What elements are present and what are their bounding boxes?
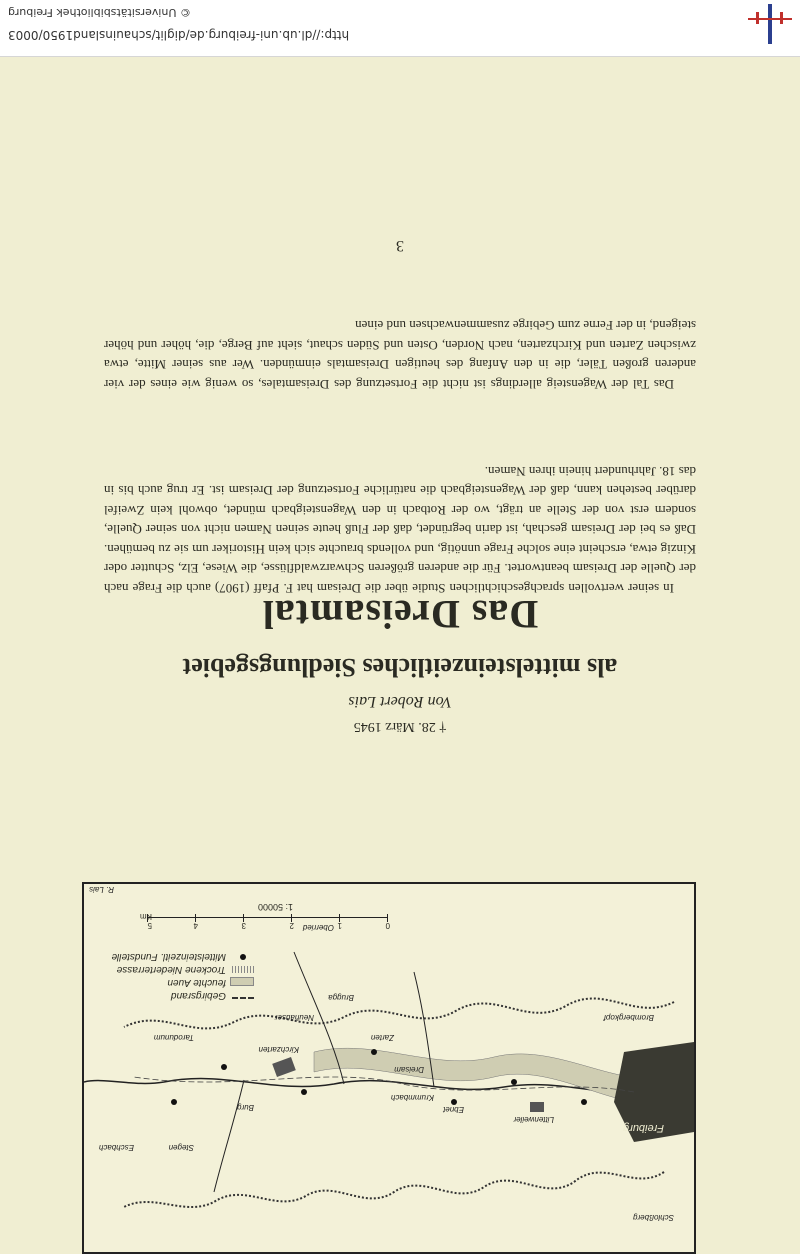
find-site bbox=[371, 1049, 377, 1055]
map-scalebar bbox=[138, 900, 388, 930]
find-site bbox=[581, 1099, 587, 1105]
map-label-neuhaeuser: Neuhäuser bbox=[274, 1013, 314, 1022]
eschbach-stream bbox=[214, 1080, 244, 1192]
library-credit: © Universitätsbibliothek Freiburg bbox=[8, 6, 191, 19]
legend-wet-meadows: feuchte Auen bbox=[167, 977, 226, 988]
map-label-brugga: Brugga bbox=[328, 993, 354, 1002]
legend-dry-terrace: Trockene Niederterrasse bbox=[116, 964, 226, 975]
map-label-schlossberg: Schloßberg bbox=[633, 1213, 674, 1222]
map-label-brombergkopf: Brombergkopf bbox=[603, 1013, 654, 1022]
scale-tick-3: 3 bbox=[241, 921, 246, 930]
map-label-stegen: Stegen bbox=[168, 1143, 194, 1152]
map-legend bbox=[112, 950, 255, 1002]
scale-tick-5: 5 Km bbox=[140, 912, 152, 930]
scale-tick-1: 1 bbox=[337, 921, 342, 930]
paragraph-2: Das Tal der Wagensteig allerdings ist nicht die Fortsetzung des Dreisamtales, so wenig wie eines der vier anderen großen Täler, die in den Anfang des heutigen Dreisamtals einmünden. Wer aus seiner Mitte, etwa zwischen Zarten und Kirchzarten, nach Norden, Osten und Süden schaut, sieht auf Berge, die, höher und höher steigend, in der Ferne zum Gebirge zusammenwachsen und einen bbox=[104, 318, 696, 392]
map-label-eschbach: Eschbach bbox=[98, 1143, 134, 1152]
author-line: Von Robert Lais bbox=[348, 693, 452, 710]
scale-tick-2: 2 bbox=[289, 921, 294, 930]
scale-ratio: 1: 50000 bbox=[257, 902, 293, 912]
map-label-zarten: Zarten bbox=[370, 1033, 394, 1042]
wet-meadows bbox=[314, 1048, 664, 1103]
mountain-edge-south bbox=[124, 998, 674, 1028]
scale-tick-0: 0 bbox=[385, 921, 390, 930]
page-title: Das Dreisamtal bbox=[261, 592, 539, 637]
library-logo bbox=[748, 4, 792, 44]
find-site bbox=[171, 1099, 177, 1105]
map-label-krummbach: Krummbach bbox=[390, 1093, 434, 1102]
source-url[interactable]: http://dl.ub.uni-freiburg.de/diglit/schauinsland1950/0003 bbox=[8, 28, 350, 42]
death-date: † 28. März 1945 bbox=[353, 719, 447, 734]
page-subtitle: als mittelsteinzeitliches Siedlungsgebiet bbox=[182, 653, 618, 682]
map-label-littenweiler: Littenweiler bbox=[513, 1115, 554, 1124]
map-label-oberried: Oberried bbox=[302, 923, 334, 932]
map-label-burg: Burg bbox=[237, 1103, 254, 1112]
map-label-tarodunum: Tarodunum bbox=[153, 1033, 194, 1042]
find-site bbox=[221, 1064, 227, 1070]
legend-mountain-edge: Gebirgsrand bbox=[170, 990, 226, 1001]
paragraph-1: In seiner wertvollen sprachgeschichtlichen Studie über die Dreisam hat F. Pfaff (1907) auch die Frage nach der Quelle der Dreisam beantwortet. Für die anderen größeren Schwarzwaldflüsse, die Wiese, Elz, Schutter oder Kinzig etwa, erscheint eine solche Frage unnötig, und vollends brauchte sich kein Historiker um sie zu bemühen. Daß es bei der Dreisam geschah, ist darin begründet, daß der Fluß heute seinen Namen nicht von seiner Quelle, sondern erst von der Stelle an trägt, wo der Rotbach in den Wagensteigbach mündet, obwohl kein Zweifel darüber bestehen kann, daß der Wagensteigbach die natürliche Fortsetzung der Dreisam ist. Er trug auch bis in das 18. Jahrhundert hinein ihren Namen. bbox=[104, 464, 696, 596]
map-label-dreisam: Dreisam bbox=[394, 1065, 424, 1074]
find-site bbox=[511, 1079, 517, 1085]
map-label-ebnet: Ebnet bbox=[443, 1105, 464, 1114]
mountain-edge-north bbox=[124, 1172, 664, 1207]
map-label-kirchzarten: Kirchzarten bbox=[258, 1045, 299, 1054]
page-number: 3 bbox=[396, 237, 404, 254]
map-label-freiburg: Freiburg bbox=[623, 1122, 664, 1134]
scale-tick-4: 4 bbox=[193, 921, 198, 930]
legend-find-site: Mittelsteinzeitl. Fundstelle bbox=[111, 951, 226, 962]
kirchzarten-area bbox=[272, 1057, 296, 1077]
map-drawing bbox=[82, 882, 694, 1252]
dreisam-map bbox=[82, 882, 696, 1254]
viewer-header bbox=[0, 0, 800, 57]
scanned-page bbox=[0, 56, 800, 1254]
map-credit: R. Lais bbox=[89, 885, 114, 894]
littenweiler-area bbox=[530, 1102, 544, 1112]
find-site bbox=[301, 1089, 307, 1095]
